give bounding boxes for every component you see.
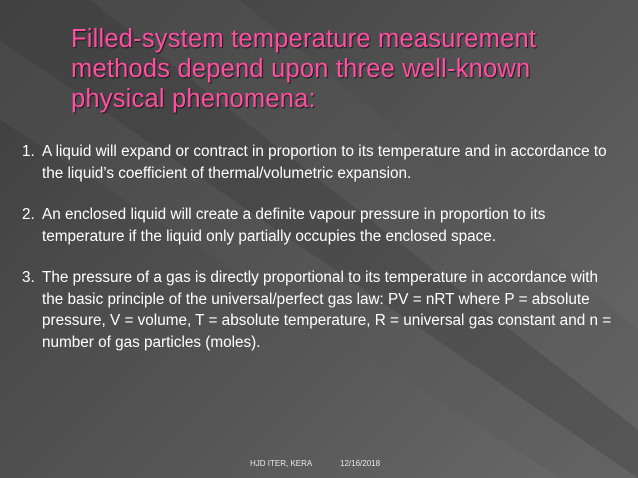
footer-organization: HJD ITER, KERA: [250, 459, 313, 468]
list-item-text: A liquid will expand or contract in proportion to its temperature and in accordance to the liquid’s coefficient of thermal/volumetric expansion.: [42, 143, 607, 182]
list-item-text: An enclosed liquid will create a definite vapour pressure in proportion to its temperature if the liquid only partially occupies the enclosed space.: [42, 206, 546, 245]
list-item-number: 3.: [22, 269, 35, 286]
footer-date: 12/16/2018: [340, 459, 381, 468]
list-item-number: 1.: [22, 143, 35, 160]
slide-title: Filled-system temperature measurement methods depend upon three well-known physical phenomena:: [71, 25, 537, 113]
list-item: [22, 267, 622, 353]
list-item: [22, 204, 622, 247]
list-item-text: The pressure of a gas is directly proportional to its temperature in accordance with the basic principle of the universal/perfect gas law: PV = nRT where P = absolute pressure, V = volume, T = absolute temperature, R = universal gas constant and n = number of gas particles (moles).: [42, 269, 612, 351]
list-item-number: 2.: [22, 206, 35, 223]
list-item: [22, 141, 622, 184]
phenomena-list: [22, 141, 622, 373]
